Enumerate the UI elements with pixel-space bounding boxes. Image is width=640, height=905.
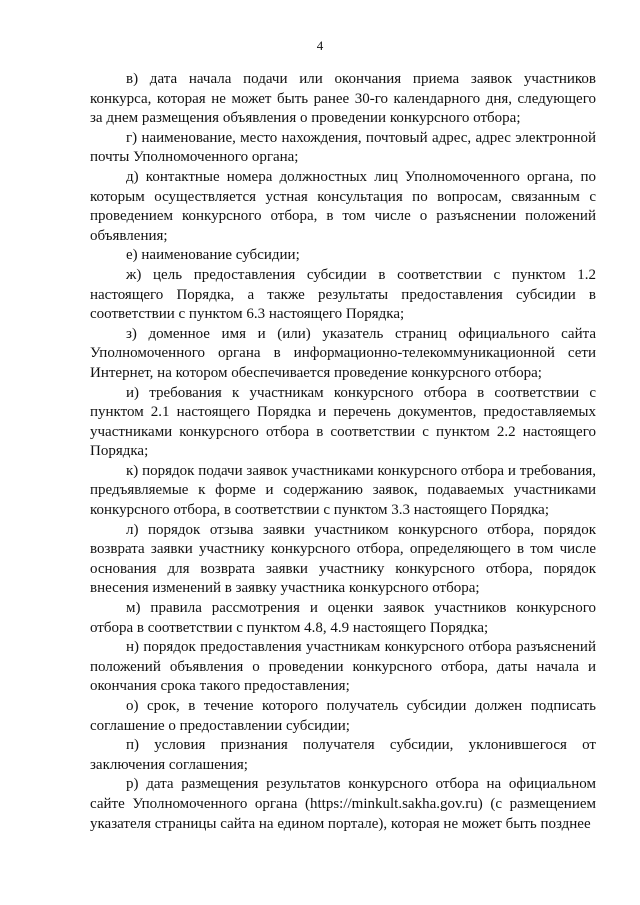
- list-item-d: д) контактные номера должностных лиц Уполномоченного органа, по которым осуществляется устная консультация по вопросам, связанным с проведением конкурсного отбора, в том числе о разъяснении положений объявления;: [90, 168, 596, 244]
- list-item-l: л) порядок отзыва заявки участником конкурсного отбора, порядок возврата заявки участнику конкурсного отбора, определяющего в том числе основания для возврата заявки участнику конкурсного отбора, порядок внесения изменений в заявку участника конкурсного отбора;: [90, 521, 596, 597]
- list-item-e: е) наименование субсидии;: [126, 247, 300, 264]
- list-item-p: п) условия признания получателя субсидии, уклонившегося от заключения соглашения;: [90, 737, 596, 773]
- list-item-z: з) доменное имя и (или) указатель страниц официального сайта Уполномоченного органа в информационно-телекоммуникационной сети Интернет, на котором обеспечивается проведение конкурсного отбора;: [90, 325, 596, 381]
- list-item-g: г) наименование, место нахождения, почтовый адрес, адрес электронной почты Уполномоченного органа;: [90, 129, 596, 166]
- list-item-n: н) порядок предоставления участникам конкурсного отбора разъяснений положений объявления о проведении конкурсного отбора, даты начала и окончания срока такого предоставления;: [90, 639, 596, 695]
- list-item-m: м) правила рассмотрения и оценки заявок участников конкурсного отбора в соответствии с пунктом 4.8, 4.9 настоящего Порядка;: [90, 600, 596, 636]
- list-item-o: о) срок, в течение которого получатель субсидии должен подписать соглашение о предоставлении субсидии;: [90, 698, 596, 734]
- document-body: [90, 70, 596, 834]
- list-item-v: в) дата начала подачи или окончания приема заявок участников конкурса, которая не может быть ранее 30-го календарного дня, следующего за днем размещения объявления о проведении конкурсного отбора;: [90, 71, 596, 127]
- list-item-k: к) порядок подачи заявок участниками конкурсного отбора и требования, предъявляемые к форме и содержанию заявок, подаваемых участниками конкурсного отбора, в соответствии с пунктом 3.3 настоящего Порядка;: [90, 462, 596, 519]
- list-item-r: р) дата размещения результатов конкурсного отбора на официальном сайте Уполномоченного органа (https://minkult.sakha.gov.ru) (с размещением указателя страницы сайта на едином портале), которая не может быть позднее: [90, 776, 596, 832]
- page-number: 4: [316, 38, 324, 53]
- list-item-zh: ж) цель предоставления субсидии в соответствии с пунктом 1.2 настоящего Порядка, а также результаты предоставления субсидии в соответствии с пунктом 6.3 настоящего Порядка;: [90, 266, 596, 323]
- list-item-i: и) требования к участникам конкурсного отбора в соответствии с пунктом 2.1 настоящего Порядка и перечень документов, предоставляемых участниками конкурсного отбора в соответствии с пунктом 2.2 настоящего Порядка;: [90, 384, 596, 460]
